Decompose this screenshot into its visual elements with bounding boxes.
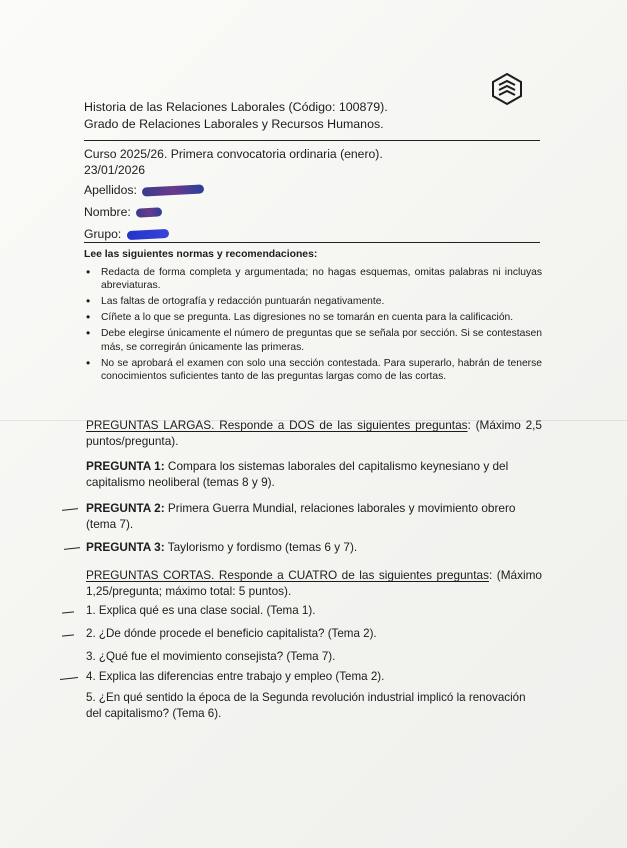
long-heading-scoring: : (Máximo 2,5 puntos/pregunta). [86, 418, 542, 448]
short-question-5: 5. ¿En qué sentido la época de la Segunda revolución industrial implicó la renovación del capitalismo? (Tema 6). [86, 691, 526, 720]
long-question-2 [86, 500, 542, 532]
course-title: Historia de las Relaciones Laborales (Código: 100879). [84, 100, 388, 114]
long-questions-heading [86, 417, 542, 449]
question-label: PREGUNTA 1: [86, 459, 165, 473]
short-question-3: 3. ¿Qué fue el movimiento consejista? (Tema 7). [86, 650, 336, 663]
short-question-2: 2. ¿De dónde procede el beneficio capitalista? (Tema 2). [86, 627, 377, 640]
long-question-1 [86, 458, 542, 490]
group-field [84, 227, 169, 241]
exam-session [84, 146, 383, 178]
divider-top [84, 140, 540, 141]
question-text: Taylorismo y fordismo (temas 6 y 7). [164, 540, 358, 554]
short-question-1: 1. Explica qué es una clase social. (Tema 1). [86, 604, 316, 617]
handwritten-tick [62, 611, 74, 613]
handwritten-tick [64, 547, 80, 550]
surname-redaction [142, 185, 204, 197]
exam-date: 23/01/2026 [84, 163, 145, 177]
norm-item: • Redacta de forma completa y argumentada; no hagas esquemas, omitas palabras ni incluyas abreviaturas. [84, 266, 542, 293]
long-question-3 [86, 539, 542, 555]
handwritten-tick [60, 677, 78, 680]
long-heading-text: PREGUNTAS LARGAS. Responde a DOS de las siguientes preguntas [86, 418, 468, 432]
norms-list [84, 266, 542, 386]
norm-item: • No se aprobará el examen con solo una sección contestada. Para superarlo, habrán de tenerse conocimientos suficientes tanto de las preguntas largas como de las cortas. [84, 357, 542, 384]
course-header [84, 99, 388, 133]
name-field [84, 205, 162, 219]
university-seal-icon [490, 72, 524, 106]
norm-item: • Debe elegirse únicamente el número de preguntas que se señala por sección. Si se contestasen más, se corregirán únicamente las primeras. [84, 327, 542, 354]
norms-title: Lee las siguientes normas y recomendaciones: [84, 249, 318, 260]
handwritten-tick [62, 508, 78, 511]
surname-label: Apellidos: [84, 183, 137, 197]
degree-title: Grado de Relaciones Laborales y Recursos Humanos. [84, 117, 384, 131]
question-label: PREGUNTA 2: [86, 501, 165, 515]
question-label: PREGUNTA 3: [86, 540, 165, 554]
group-label: Grupo: [84, 227, 122, 241]
short-question-4: 4. Explica las diferencias entre trabajo y empleo (Tema 2). [86, 670, 385, 683]
norm-item: • Las faltas de ortografía y redacción puntuarán negativamente. [84, 295, 542, 308]
handwritten-tick [62, 634, 74, 636]
short-heading-text: PREGUNTAS CORTAS. Responde a CUATRO de las siguientes preguntas [86, 568, 489, 582]
question-text: Primera Guerra Mundial, relaciones laborales y movimiento obrero (tema 7). [86, 501, 516, 531]
name-redaction [136, 208, 162, 218]
surname-field [84, 183, 204, 197]
norm-item: • Cíñete a lo que se pregunta. Las digresiones no se tomarán en cuenta para la calificación. [84, 311, 542, 324]
short-questions-heading [86, 567, 542, 599]
name-label: Nombre: [84, 205, 131, 219]
question-text: Compara los sistemas laborales del capitalismo keynesiano y del capitalismo neoliberal (temas 8 y 9). [86, 459, 509, 489]
short-heading-scoring: : (Máximo 1,25/pregunta; máximo total: 5 puntos). [86, 568, 542, 598]
group-redaction [126, 229, 168, 240]
session-line: Curso 2025/26. Primera convocatoria ordinaria (enero). [84, 147, 383, 161]
divider-mid [84, 242, 540, 243]
